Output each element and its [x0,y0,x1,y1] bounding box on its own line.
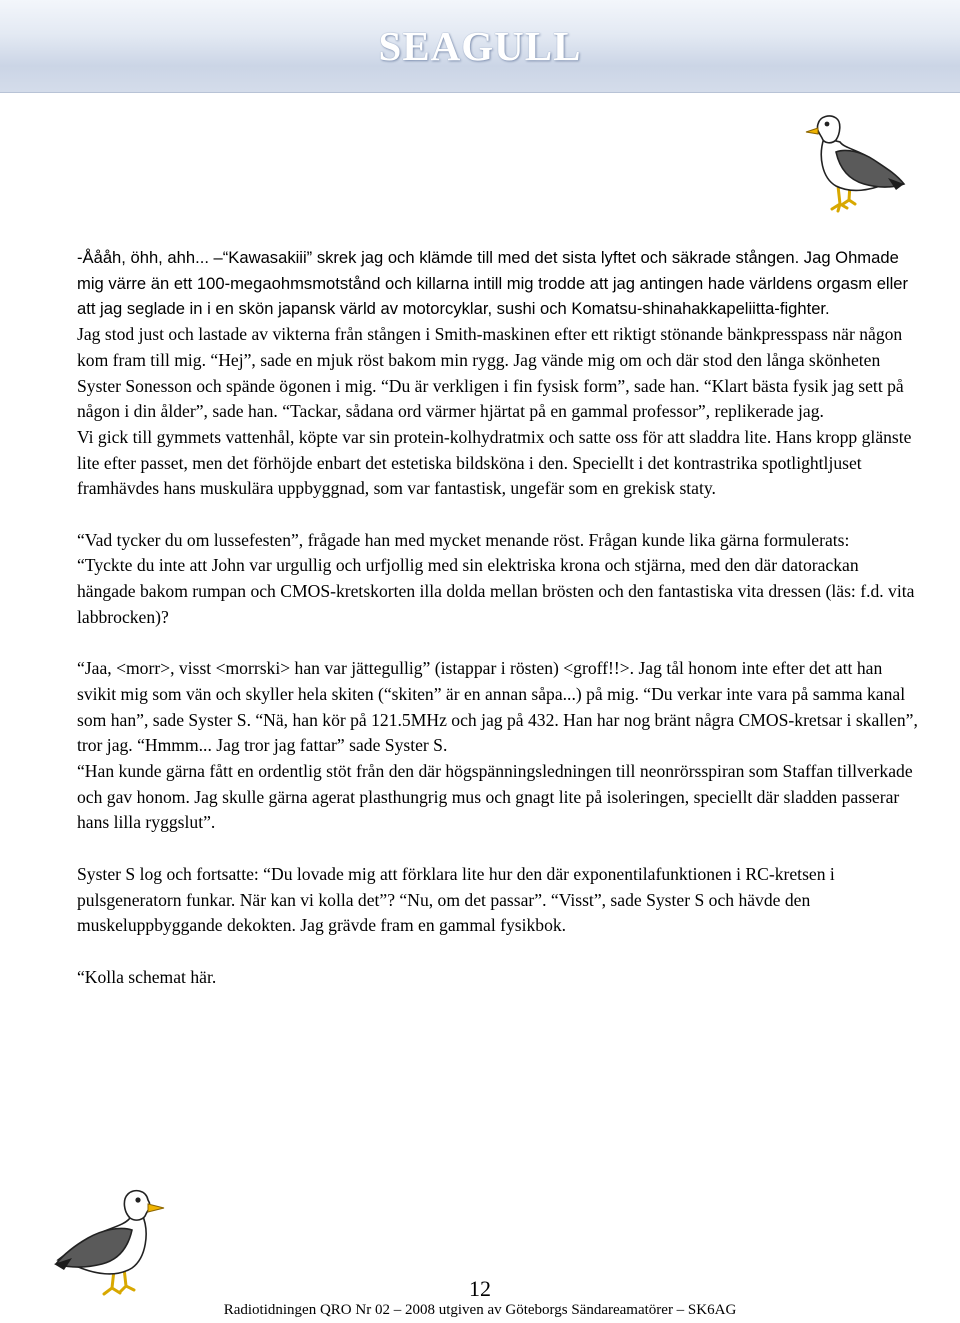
paragraph: -Åååh, öhh, ahh... –“Kawasakiii” skrek jag och klämde till med det sista lyftet och säkrade stången. Jag Ohmade mig värre än ett 100-megaohmsmotstånd och killarna intill mig trodde att jag antingen hade världens orgasm eller att jag seglade in i en skön japansk värld av motorcyklar, sushi och Komatsu-shinahakkapeliitta-fighter. [77,248,909,319]
paragraph-gap [77,939,919,965]
page-title: SEAGULL [378,23,582,69]
article-body [77,245,919,990]
header-banner [0,0,960,93]
paragraph: “Kolla schemat här. [77,966,217,987]
paragraph: “Han kunde gärna fått en ordentlig stöt från den där högspänningsledningen till neonrörsspiran som Staffan tillverkade och gav honom. Jag skulle gärna agerat plasthungrig mus och gnagt lite på isoleringen, speciellt där sladden passerar hans lilla ryggslut”. [77,761,913,833]
paragraph: Vi gick till gymmets vattenhål, köpte var sin protein-kolhydratmix och satte oss för att sladdra lite. Hans kropp glänste lite efter passet, men det förhöjde enbart det estetiska bildsköna i den. Speciellt i det kontrastrika spotlightljuset framhävdes hans muskulära uppbyggnad, som var fantastisk, ungefär som en grekisk staty. [77,426,912,499]
paragraph: “Tyckte du inte att John var urgullig och urfjollig med sin elektriska krona och stjärna, med den där datorackan hängade bakom rumpan och CMOS-kretskorten illa dolda mellan brösten och den fantastiska vita dressen (läs: f.d. vita labbrocken)? [77,555,915,627]
paragraph-gap [77,631,919,657]
paragraph-gap [77,836,919,862]
paragraph: “Vad tycker du om lussefesten”, frågade han med mycket menande röst. Frågan kunde lika gärna formulerats: [77,529,850,550]
page-number: 12 [469,1276,491,1301]
paragraph: Syster S log och fortsatte: “Du lovade mig att förklara lite hur den där exponentilafunktionen i RC-kretsen i pulsgeneratorn funkar. När kan vi kolla det”? “Nu, om det passar”. “Visst”, sade Syster S och hävde den muskeluppbyggande dekokten. Jag grävde fram en gammal fysikbok. [77,863,835,936]
page-footer: Radiotidningen QRO Nr 02 – 2008 utgiven av Göteborgs Sändareamatörer – SK6AG [223,1302,737,1318]
paragraph-gap [77,502,919,528]
paragraph: Jag stod just och lastade av vikterna från stången i Smith-maskinen efter ett riktigt stönande bänkpresspass när någon kom fram till mig. “Hej”, sade en mjuk röst bakom min rygg. Jag vände mig om och där stod den långa skönheten Syster Sonesson och spände ögonen i mig. “Du är verkligen i fin fysisk form”, sade han. “Klart bästa fysik jag sett på någon i din ålder”, sade han. “Tackar, sådana ord värmer hjärtat på en gammal professor”, replikerade jag. [77,324,904,422]
seagull-icon [800,108,912,214]
paragraph: “Jaa, <morr>, visst <morrski> han var jättegullig” (istappar i rösten) <groff!!>. Jag tål honom inte efter det att han svikit mig som vän och skyller hela skiten (“skiten” är en annan såpa...) på mig. “Du verkar inte vara på samma kanal som han”, sade Syster S. “Nä, han kör på 121.5MHz och jag på 432. Han har nog bränt några CMOS-kretsar i skallen”, tror jag. “Hmmm... Jag tror jag fattar” sade Syster S. [77,658,918,756]
